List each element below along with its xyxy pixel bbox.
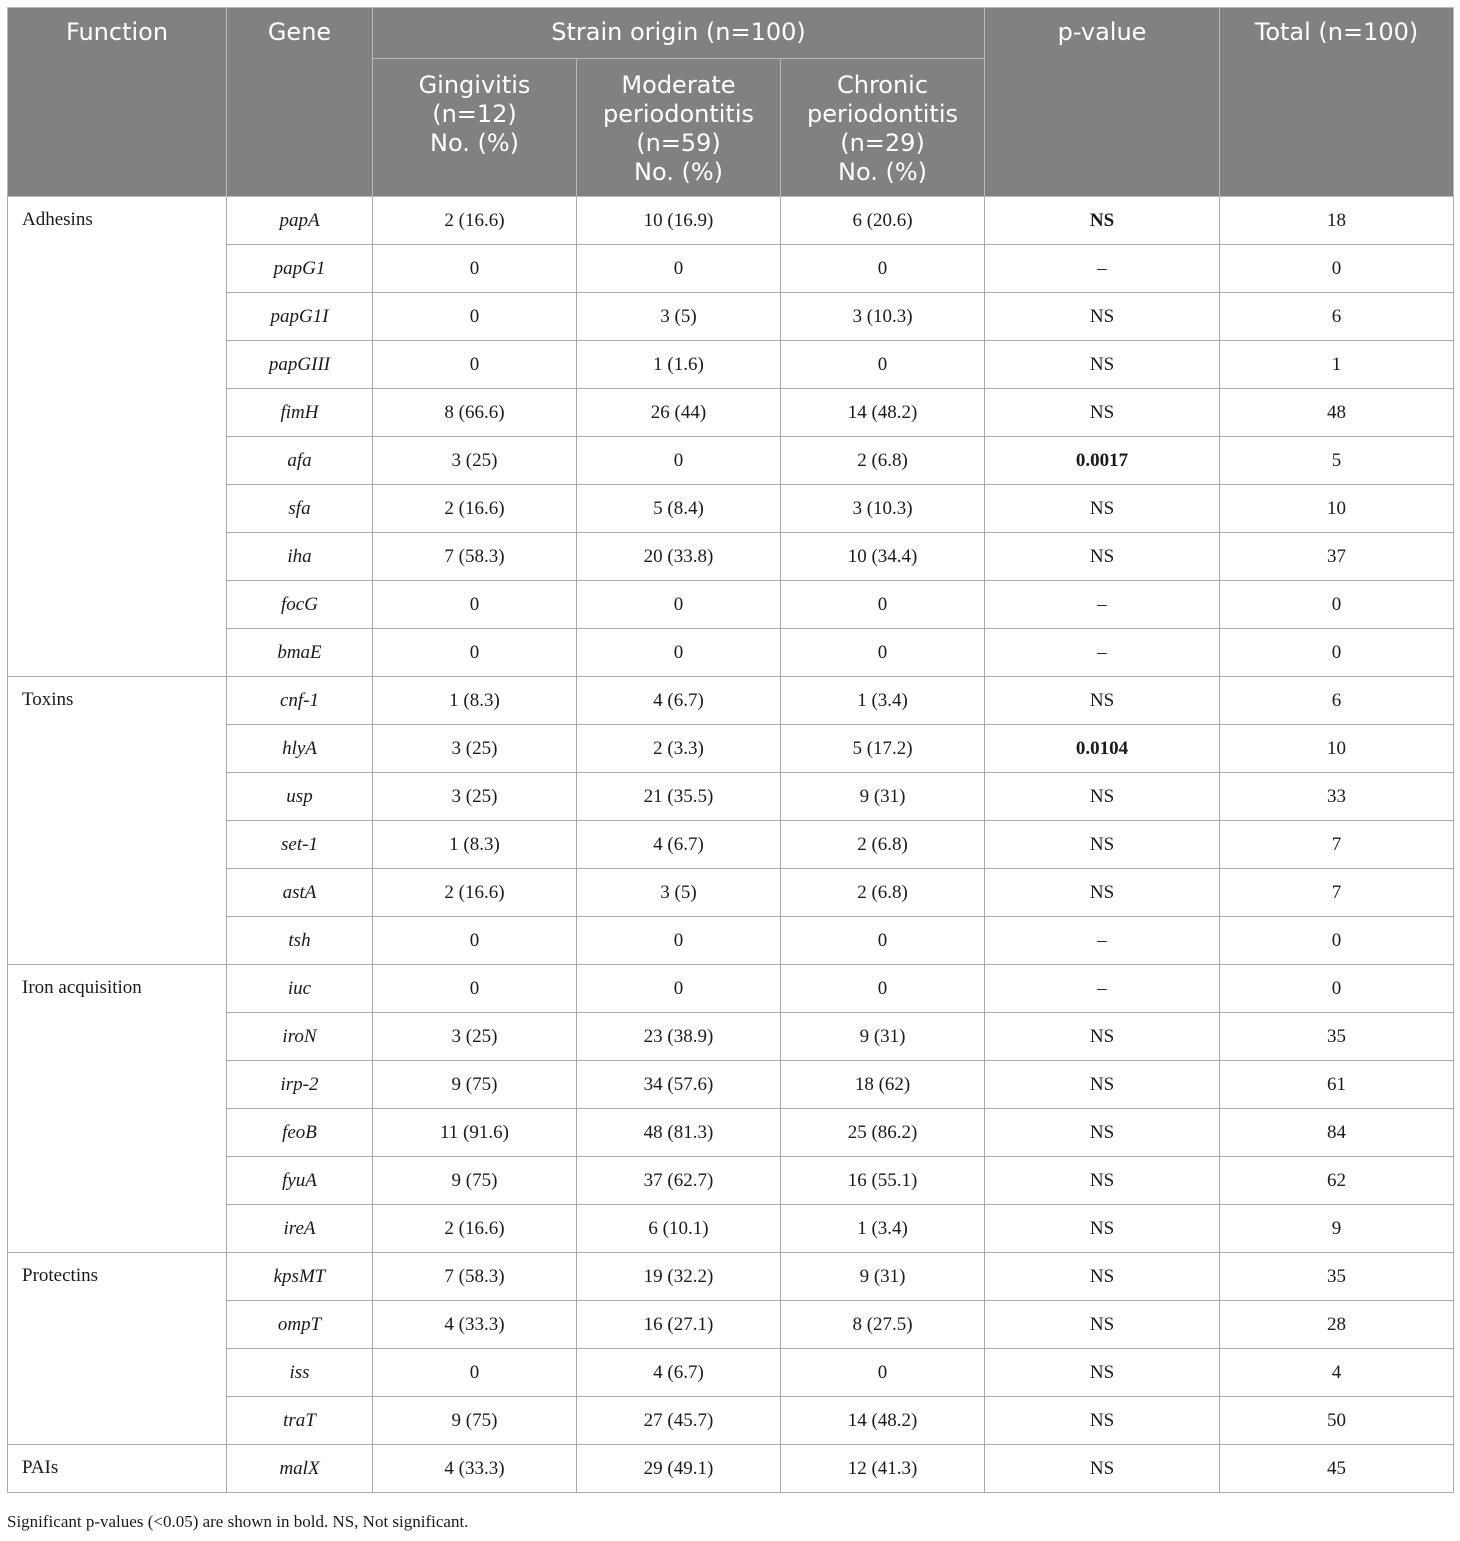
header-p-value: p-value [985,8,1220,197]
moderate-cell: 21 (35.5) [577,773,781,821]
p-value-cell: NS [985,1253,1220,1301]
p-value-cell: 0.0104 [985,725,1220,773]
header-gingivitis: Gingivitis (n=12) No. (%) [373,59,577,197]
function-cell: Protectins [8,1253,227,1445]
p-value-cell: 0.0017 [985,437,1220,485]
total-cell: 35 [1220,1253,1454,1301]
p-value-cell: NS [985,1109,1220,1157]
total-cell: 5 [1220,437,1454,485]
moderate-cell: 34 (57.6) [577,1061,781,1109]
total-cell: 33 [1220,773,1454,821]
chronic-cell: 14 (48.2) [781,389,985,437]
moderate-cell: 5 (8.4) [577,485,781,533]
gingivitis-cell: 0 [373,293,577,341]
moderate-cell: 0 [577,917,781,965]
gene-cell: focG [227,581,373,629]
gene-cell: cnf-1 [227,677,373,725]
chronic-cell: 3 (10.3) [781,485,985,533]
gingivitis-cell: 0 [373,581,577,629]
gene-cell: malX [227,1445,373,1493]
p-value-cell: – [985,965,1220,1013]
chronic-cell: 1 (3.4) [781,677,985,725]
chronic-cell: 0 [781,581,985,629]
table-row [8,965,1454,1013]
moderate-cell: 0 [577,965,781,1013]
gene-cell: papGIII [227,341,373,389]
chronic-cell: 0 [781,965,985,1013]
total-cell: 18 [1220,197,1454,245]
gingivitis-cell: 9 (75) [373,1157,577,1205]
moderate-cell: 1 (1.6) [577,341,781,389]
gingivitis-cell: 0 [373,629,577,677]
function-cell: Toxins [8,677,227,965]
table-body [8,197,1454,1493]
gene-cell: sfa [227,485,373,533]
gingivitis-cell: 3 (25) [373,1013,577,1061]
moderate-cell: 4 (6.7) [577,677,781,725]
p-value-cell: NS [985,533,1220,581]
moderate-cell: 0 [577,629,781,677]
total-cell: 62 [1220,1157,1454,1205]
chronic-cell: 2 (6.8) [781,821,985,869]
chronic-cell: 18 (62) [781,1061,985,1109]
gingivitis-cell: 2 (16.6) [373,197,577,245]
gingivitis-cell: 2 (16.6) [373,1205,577,1253]
gingivitis-cell: 11 (91.6) [373,1109,577,1157]
moderate-cell: 26 (44) [577,389,781,437]
header-gene: Gene [227,8,373,197]
p-value-cell: – [985,917,1220,965]
moderate-cell: 23 (38.9) [577,1013,781,1061]
moderate-cell: 6 (10.1) [577,1205,781,1253]
gingivitis-cell: 0 [373,245,577,293]
moderate-cell: 4 (6.7) [577,1349,781,1397]
header-function: Function [8,8,227,197]
total-cell: 1 [1220,341,1454,389]
moderate-cell: 10 (16.9) [577,197,781,245]
moderate-cell: 19 (32.2) [577,1253,781,1301]
gene-cell: iha [227,533,373,581]
p-value-cell: – [985,581,1220,629]
p-value-cell: NS [985,1397,1220,1445]
total-cell: 6 [1220,677,1454,725]
chronic-cell: 0 [781,341,985,389]
total-cell: 0 [1220,581,1454,629]
p-value-cell: NS [985,1061,1220,1109]
chronic-cell: 16 (55.1) [781,1157,985,1205]
gene-cell: astA [227,869,373,917]
gene-cell: kpsMT [227,1253,373,1301]
total-cell: 0 [1220,245,1454,293]
chronic-cell: 3 (10.3) [781,293,985,341]
total-cell: 4 [1220,1349,1454,1397]
gingivitis-cell: 1 (8.3) [373,821,577,869]
total-cell: 0 [1220,965,1454,1013]
gene-cell: hlyA [227,725,373,773]
p-value-cell: NS [985,869,1220,917]
gingivitis-cell: 9 (75) [373,1061,577,1109]
gene-cell: usp [227,773,373,821]
p-value-cell: NS [985,293,1220,341]
gene-cell: fyuA [227,1157,373,1205]
total-cell: 37 [1220,533,1454,581]
moderate-cell: 0 [577,581,781,629]
p-value-cell: – [985,629,1220,677]
moderate-cell: 3 (5) [577,869,781,917]
table-header [8,8,1454,197]
total-cell: 48 [1220,389,1454,437]
total-cell: 7 [1220,821,1454,869]
total-cell: 61 [1220,1061,1454,1109]
function-cell: Adhesins [8,197,227,677]
gene-cell: papA [227,197,373,245]
chronic-cell: 5 (17.2) [781,725,985,773]
gingivitis-cell: 9 (75) [373,1397,577,1445]
total-cell: 10 [1220,485,1454,533]
chronic-cell: 9 (31) [781,1013,985,1061]
total-cell: 84 [1220,1109,1454,1157]
p-value-cell: NS [985,677,1220,725]
moderate-cell: 2 (3.3) [577,725,781,773]
moderate-cell: 0 [577,245,781,293]
function-cell: Iron acquisition [8,965,227,1253]
total-cell: 50 [1220,1397,1454,1445]
total-cell: 35 [1220,1013,1454,1061]
gene-cell: papG1 [227,245,373,293]
gingivitis-cell: 1 (8.3) [373,677,577,725]
moderate-cell: 48 (81.3) [577,1109,781,1157]
moderate-cell: 16 (27.1) [577,1301,781,1349]
p-value-cell: NS [985,485,1220,533]
chronic-cell: 14 (48.2) [781,1397,985,1445]
gingivitis-cell: 2 (16.6) [373,485,577,533]
chronic-cell: 2 (6.8) [781,437,985,485]
moderate-cell: 37 (62.7) [577,1157,781,1205]
p-value-cell: NS [985,1157,1220,1205]
gene-cell: ompT [227,1301,373,1349]
gingivitis-cell: 0 [373,341,577,389]
p-value-cell: NS [985,1445,1220,1493]
chronic-cell: 1 (3.4) [781,1205,985,1253]
p-value-cell: NS [985,1349,1220,1397]
chronic-cell: 2 (6.8) [781,869,985,917]
total-cell: 0 [1220,629,1454,677]
p-value-cell: NS [985,821,1220,869]
chronic-cell: 0 [781,917,985,965]
chronic-cell: 25 (86.2) [781,1109,985,1157]
gene-cell: papG1I [227,293,373,341]
p-value-cell: NS [985,1301,1220,1349]
table-footnote: Significant p-values (<0.05) are shown in bold. NS, Not significant. [7,1512,469,1531]
p-value-cell: NS [985,197,1220,245]
chronic-cell: 9 (31) [781,1253,985,1301]
table-row [8,1253,1454,1301]
total-cell: 0 [1220,917,1454,965]
p-value-cell: NS [985,773,1220,821]
header-strain-origin: Strain origin (n=100) [373,8,985,59]
moderate-cell: 0 [577,437,781,485]
total-cell: 28 [1220,1301,1454,1349]
chronic-cell: 10 (34.4) [781,533,985,581]
gingivitis-cell: 4 (33.3) [373,1301,577,1349]
moderate-cell: 29 (49.1) [577,1445,781,1493]
virulence-gene-table [7,7,1454,1493]
function-cell: PAIs [8,1445,227,1493]
gene-cell: feoB [227,1109,373,1157]
gene-cell: iuc [227,965,373,1013]
gingivitis-cell: 8 (66.6) [373,389,577,437]
gene-cell: iroN [227,1013,373,1061]
gingivitis-cell: 3 (25) [373,437,577,485]
gingivitis-cell: 3 (25) [373,773,577,821]
gingivitis-cell: 3 (25) [373,725,577,773]
chronic-cell: 9 (31) [781,773,985,821]
table-row [8,197,1454,245]
chronic-cell: 0 [781,1349,985,1397]
p-value-cell: NS [985,1013,1220,1061]
gingivitis-cell: 7 (58.3) [373,1253,577,1301]
table-row [8,677,1454,725]
total-cell: 10 [1220,725,1454,773]
gene-cell: traT [227,1397,373,1445]
chronic-cell: 12 (41.3) [781,1445,985,1493]
gingivitis-cell: 4 (33.3) [373,1445,577,1493]
moderate-cell: 20 (33.8) [577,533,781,581]
gingivitis-cell: 2 (16.6) [373,869,577,917]
gene-cell: ireA [227,1205,373,1253]
gingivitis-cell: 0 [373,1349,577,1397]
header-total: Total (n=100) [1220,8,1454,197]
p-value-cell: NS [985,341,1220,389]
total-cell: 6 [1220,293,1454,341]
chronic-cell: 6 (20.6) [781,197,985,245]
moderate-cell: 4 (6.7) [577,821,781,869]
header-moderate-periodontitis: Moderate periodontitis (n=59) No. (%) [577,59,781,197]
chronic-cell: 0 [781,629,985,677]
gene-cell: set-1 [227,821,373,869]
header-chronic-periodontitis: Chronic periodontitis (n=29) No. (%) [781,59,985,197]
gene-cell: afa [227,437,373,485]
p-value-cell: – [985,245,1220,293]
gingivitis-cell: 7 (58.3) [373,533,577,581]
table-row [8,1445,1454,1493]
gene-cell: irp-2 [227,1061,373,1109]
p-value-cell: NS [985,389,1220,437]
gene-cell: iss [227,1349,373,1397]
total-cell: 7 [1220,869,1454,917]
gingivitis-cell: 0 [373,965,577,1013]
gene-cell: tsh [227,917,373,965]
chronic-cell: 0 [781,245,985,293]
moderate-cell: 27 (45.7) [577,1397,781,1445]
gingivitis-cell: 0 [373,917,577,965]
total-cell: 9 [1220,1205,1454,1253]
moderate-cell: 3 (5) [577,293,781,341]
chronic-cell: 8 (27.5) [781,1301,985,1349]
total-cell: 45 [1220,1445,1454,1493]
gene-cell: fimH [227,389,373,437]
gene-cell: bmaE [227,629,373,677]
p-value-cell: NS [985,1205,1220,1253]
